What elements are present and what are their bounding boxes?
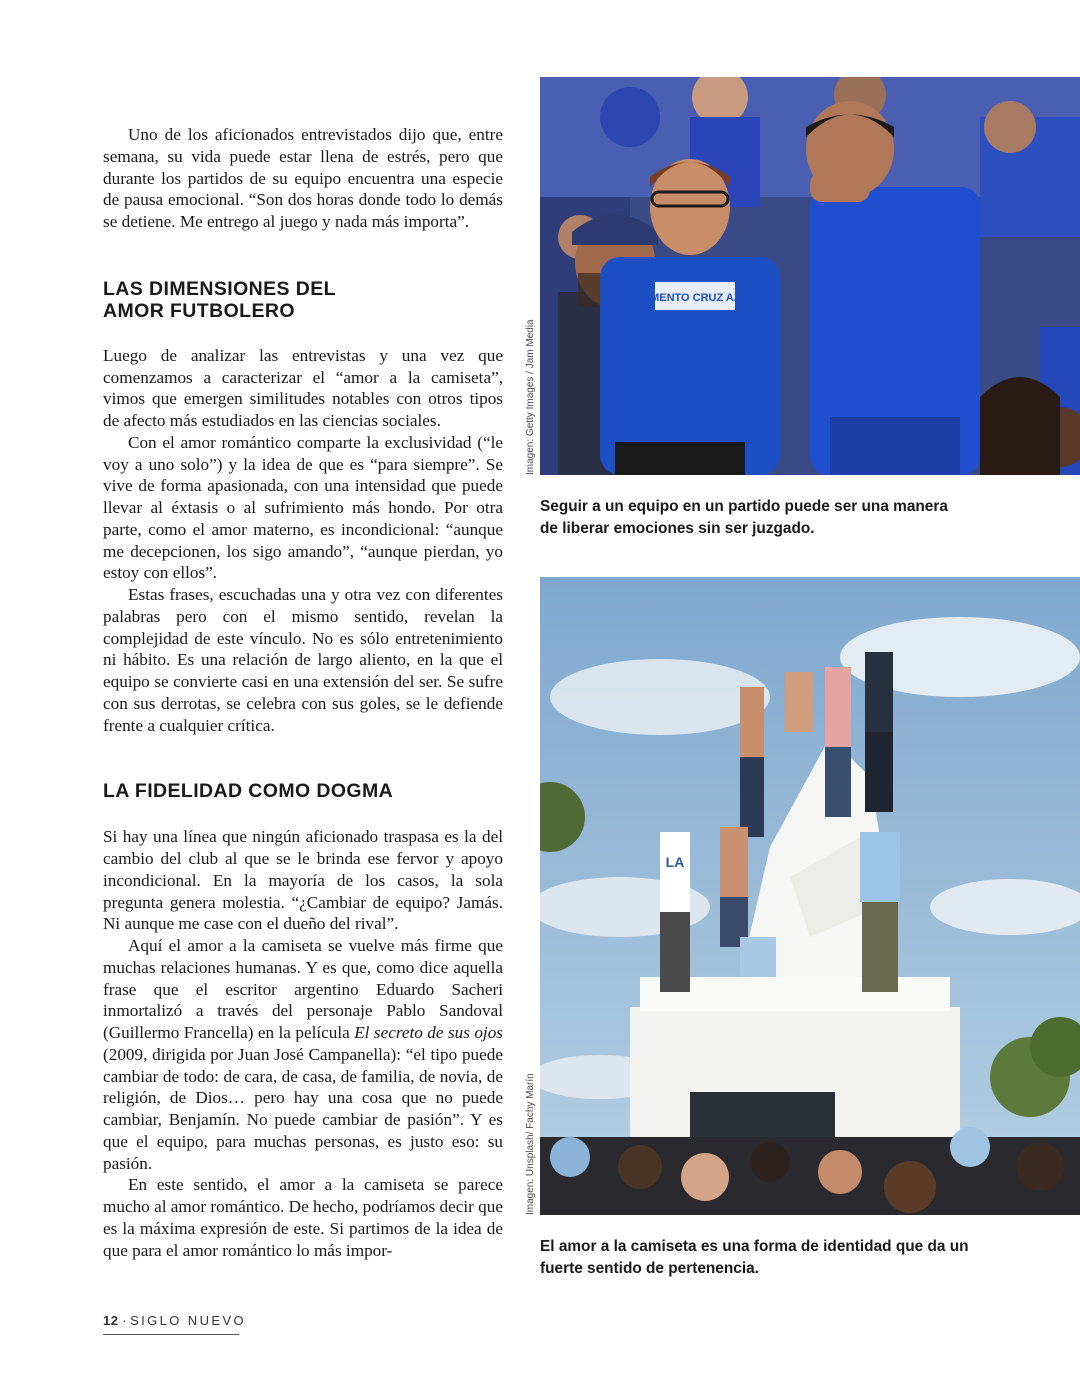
body-paragraph: Con el amor romántico comparte la exclusividad (“le voy a uno solo”) y la idea de que es “para siempre”. Se vive de forma apasionada, con una intensidad que puede llevar al éxtasis o al sufrimiento más hondo. Por otra parte, como el amor materno, es incondicional: “aunque me decepcionen, los sigo amando”, “aunque pierdan, yo estoy con ellos”. — [103, 432, 503, 583]
photo-credit-2: Imagen: Unsplash/ Fachy Marín — [525, 1073, 536, 1215]
photo-credit-1: Imagen: Getty Images / Jam Media — [525, 319, 536, 475]
body-paragraph — [103, 935, 503, 1174]
folio-separator: · — [122, 1313, 127, 1328]
section-heading-fidelidad: LA FIDELIDAD COMO DOGMA — [103, 780, 394, 803]
fans-illustration — [540, 77, 1080, 475]
page-number: 12 — [103, 1313, 119, 1328]
body-text: (2009, dirigida por Juan José Campanella): “el tipo puede cambiar de todo: de cara, de casa, de familia, de novia, de religión, de Dios… pero hay una cosa que no puede cambiar, Benjamín. No puede cambiar de pasión”. Y es que el equipo, para muchas personas, es justo eso: su pasión. — [103, 1044, 503, 1173]
banner-text: LA — [665, 854, 685, 870]
film-title: El secreto de sus ojos — [354, 1023, 503, 1042]
photo-cruz-azul-fans — [540, 77, 1080, 475]
photo-monument-fans — [540, 577, 1080, 1215]
body-text: Aquí el amor a la camiseta se vuelve más firme que muchas relaciones humanas. Y es que, como dice aquella frase que el escritor argentino Eduardo Sacheri inmortalizó a través del personaje Pablo Sandoval (Guillermo Francella) en la película — [103, 936, 503, 1042]
photo-caption-2: El amor a la camiseta es una forma de identidad que da un fuerte sentido de pertenencia. — [540, 1238, 969, 1277]
body-paragraph: Luego de analizar las entrevistas y una vez que comenzamos a caracterizar el “amor a la camiseta”, vimos que emergen similitudes notables con otros tipos de afecto más estudiados en las ciencias sociales. — [103, 345, 503, 430]
body-paragraph: Si hay una línea que ningún aficionado traspasa es la del cambio del club al que se le brinda ese fervor y apoyo incondicional. En la mayoría de los casos, la sola pregunta genera molestia. “¿Cambiar de equipo? Jamás. Ni aunque me case con el dueño del rival”. — [103, 827, 503, 934]
photo-caption-1: Seguir a un equipo en un partido puede ser una manera de liberar emociones sin ser juzgado. — [540, 498, 948, 537]
magazine-name: SIGLO NUEVO — [130, 1313, 247, 1328]
monument-illustration — [540, 577, 1080, 1215]
body-paragraph: En este sentido, el amor a la camiseta se parece mucho al amor romántico. De hecho, podríamos decir que es la máxima expresión de este. Si partimos de la idea de que para el amor romántico lo más impor- — [103, 1175, 503, 1260]
intro-paragraph: Uno de los aficionados entrevistados dijo que, entre semana, su vida puede estar llena de estrés, pero que durante los partidos de su equipo encuentra una especie de pausa emocional. “Son dos horas donde todo lo demás se detiene. Me entrego al juego y nada más importa”. — [103, 125, 503, 231]
body-paragraph: Estas frases, escuchadas una y otra vez con diferentes palabras pero con el mismo sentido, revelan la complejidad de este vínculo. No es sólo entretenimiento ni hábito. Es una relación de largo aliento, en la que el equipo se convierte casi en una extensión del ser. Se sufre con sus derrotas, se celebra con sus goles, se le defiende frente a cualquier crítica. — [103, 585, 503, 735]
section-heading-dimensiones: LAS DIMENSIONES DEL AMOR FUTBOLERO — [103, 277, 336, 322]
jersey-text: CEMENTO CRUZ AZUL — [634, 292, 756, 304]
page-folio — [103, 1313, 247, 1335]
article-column — [103, 124, 503, 1261]
